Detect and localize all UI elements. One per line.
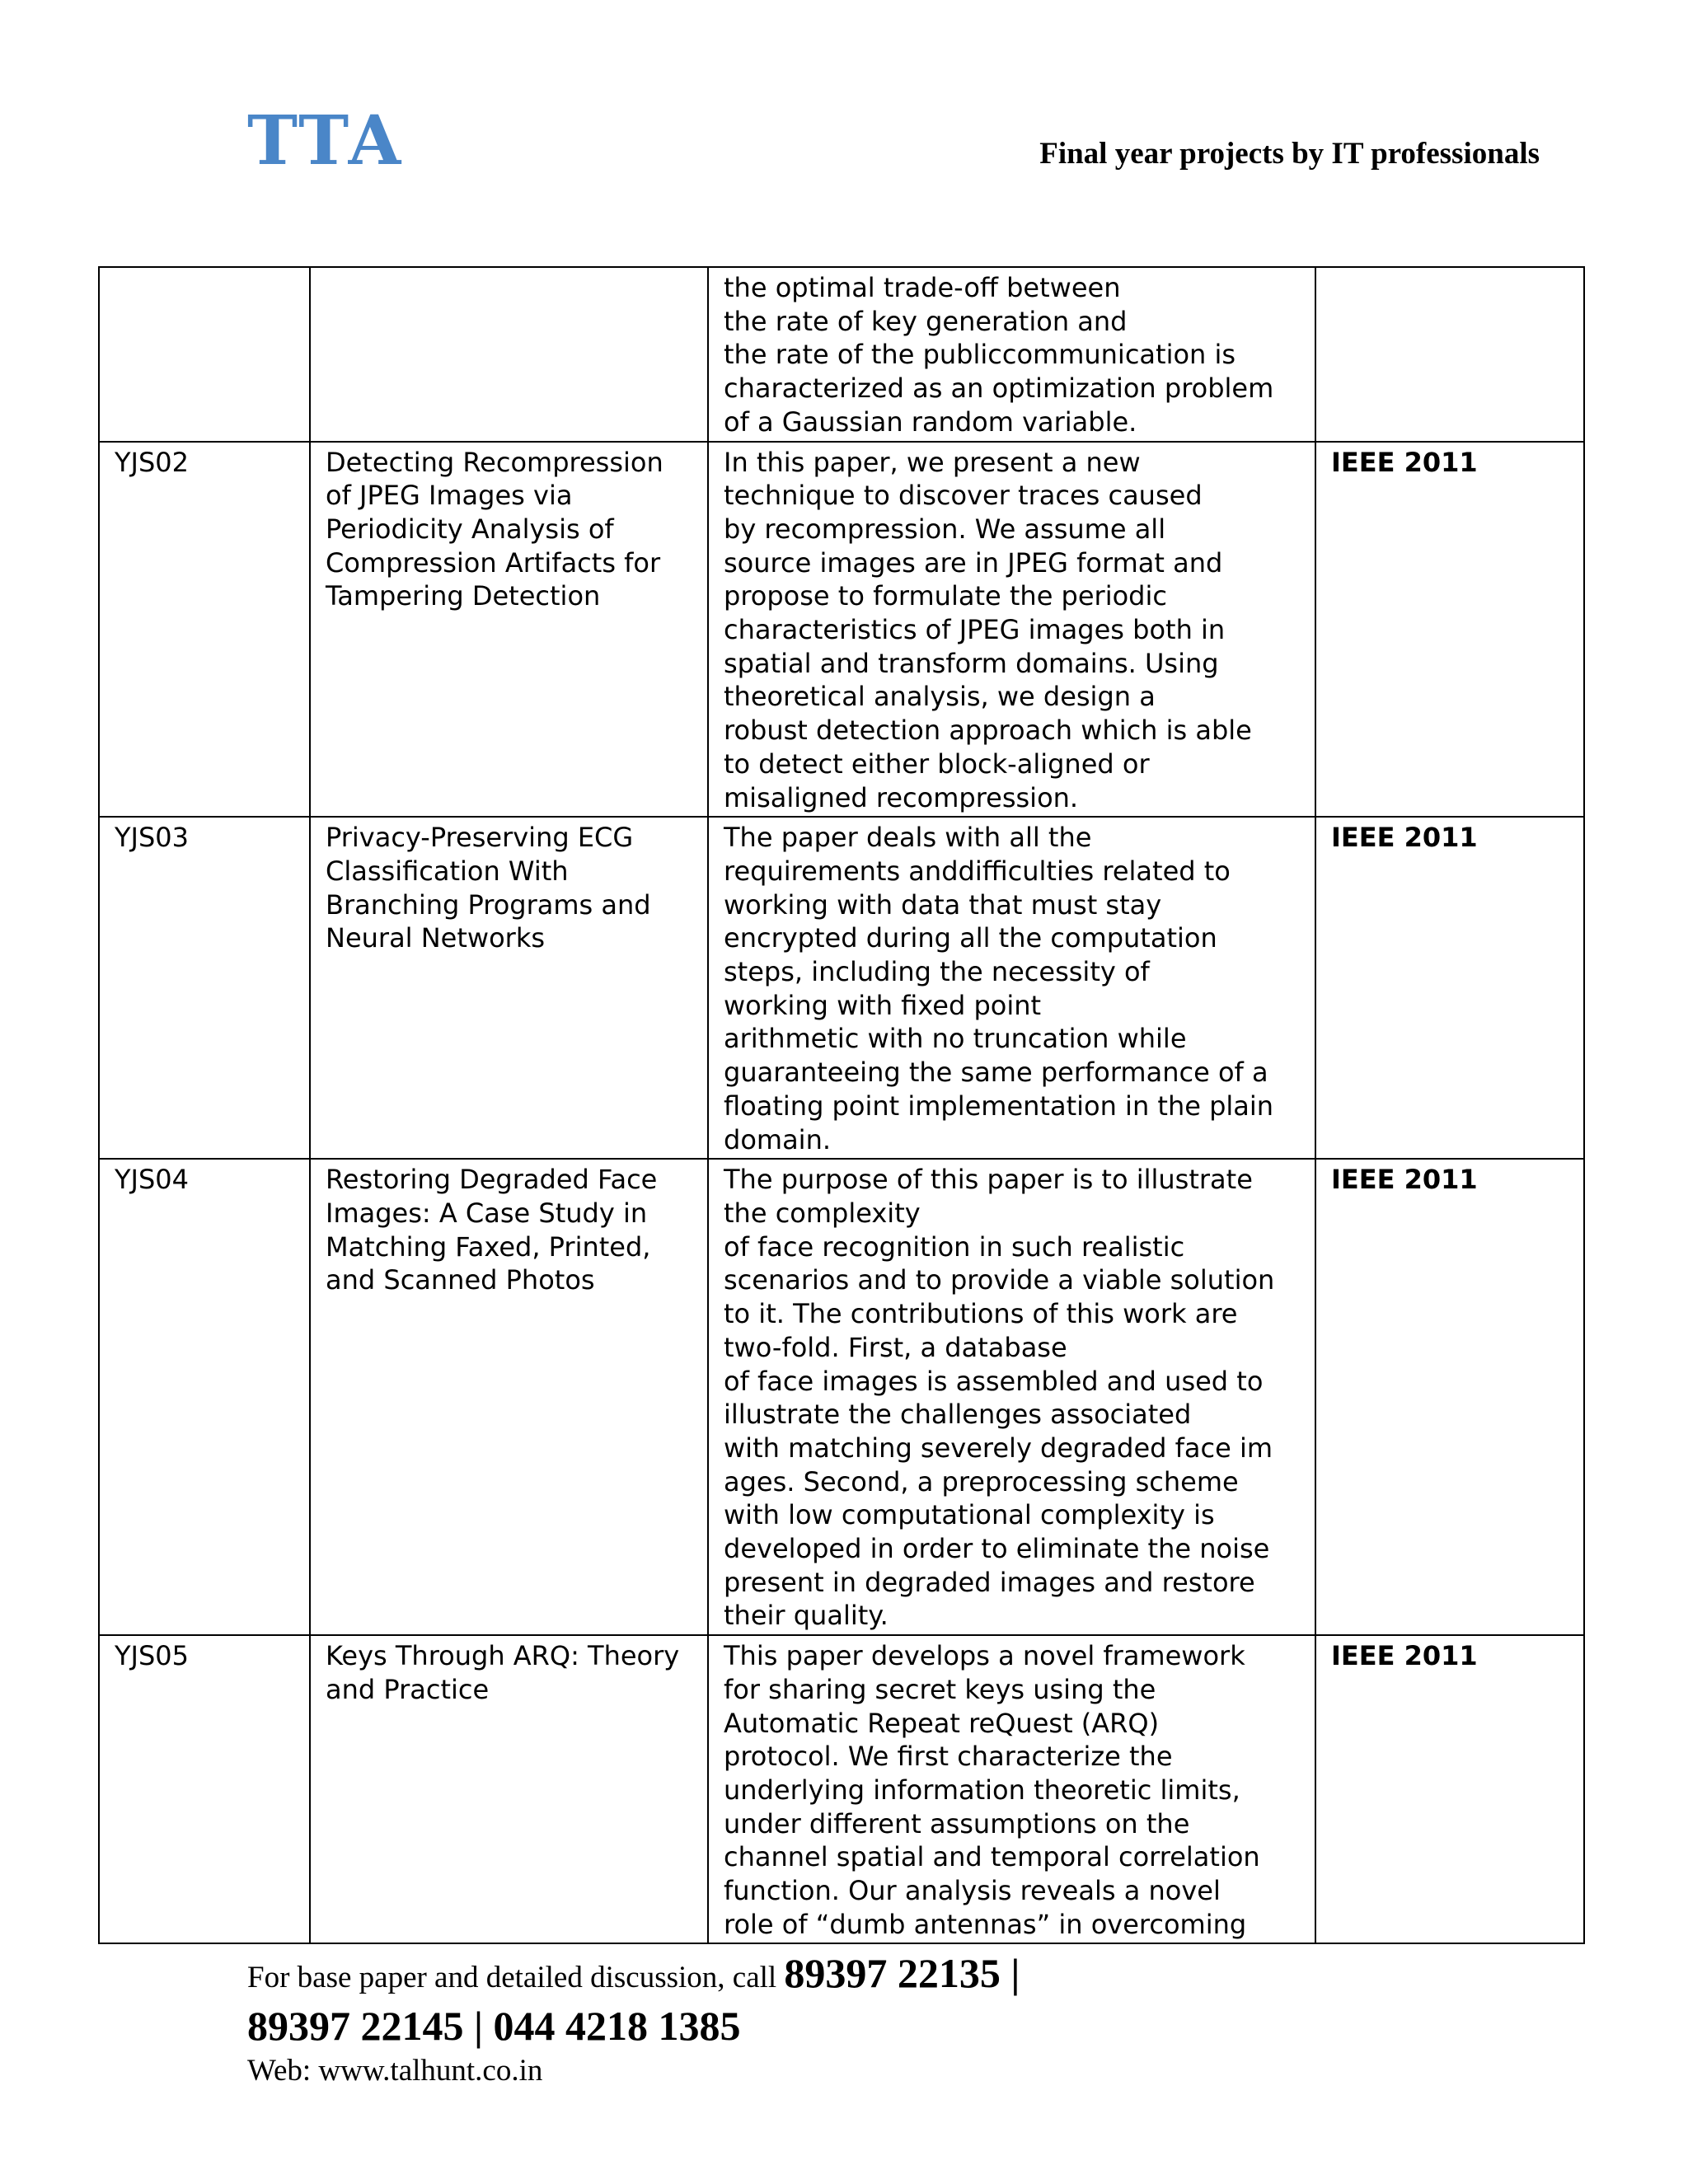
table-row (99, 1159, 1584, 1635)
contact-footer (247, 1949, 1020, 2093)
project-year: IEEE 2011 (1315, 817, 1584, 1159)
project-title: Detecting Recompression of JPEG Images via Periodicity Analysis of Compression Artifacts for Tampering Detection (310, 442, 708, 818)
projects-table (98, 266, 1585, 1944)
project-description: The purpose of this paper is to illustrate the complexity of face recognition in such realistic scenarios and to provide a viable solution to it. The contributions of this work are two-fold. First, a database of face images is assembled and used to illustrate the challenges associated with matching severely degraded face im ages. Second, a preprocessing scheme with low computational complexity is developed in order to eliminate the noise present in degraded images and restore their quality. (708, 1159, 1315, 1635)
project-description: In this paper, we present a new technique to discover traces caused by recompression. We assume all source images are in JPEG format and propose to formulate the periodic characteristics of JPEG images both in spatial and transform domains. Using theoretical analysis, we design a robust detection approach which is able to detect either block-aligned or misaligned recompression. (708, 442, 1315, 818)
project-year: IEEE 2011 (1315, 442, 1584, 818)
table-row (99, 1635, 1584, 1943)
contact-line (247, 1949, 1020, 2002)
project-year (1315, 267, 1584, 442)
page-tagline: Final year projects by IT professionals (1039, 137, 1540, 171)
project-description: This paper develops a novel framework for sharing secret keys using the Automatic Repeat reQuest (ARQ) protocol. We first characterize the underlying information theoretic limits, under different assumptions on the channel spatial and temporal correlation function. Our analysis reveals a novel role of “dumb antennas” in overcoming (708, 1635, 1315, 1943)
logo: TTA (247, 101, 405, 180)
phone-numbers: 89397 22145 | 044 4218 1385 (247, 2003, 741, 2049)
contact-text: For base paper and detailed discussion, call (247, 1961, 785, 1994)
project-title: Keys Through ARQ: Theory and Practice (310, 1635, 708, 1943)
project-year: IEEE 2011 (1315, 1635, 1584, 1943)
project-code: YJS02 (99, 442, 310, 818)
table-row (99, 442, 1584, 818)
table-row (99, 817, 1584, 1159)
table-row (99, 267, 1584, 442)
project-description: the optimal trade-off between the rate of key generation and the rate of the publiccommunication is characterized as an optimization problem of a Gaussian random variable. (708, 267, 1315, 442)
project-title: Privacy-Preserving ECG Classification With Branching Programs and Neural Networks (310, 817, 708, 1159)
project-code (99, 267, 310, 442)
project-code: YJS03 (99, 817, 310, 1159)
project-code: YJS04 (99, 1159, 310, 1635)
project-year: IEEE 2011 (1315, 1159, 1584, 1635)
project-description: The paper deals with all the requirements anddifficulties related to working with data that must stay encrypted during all the computation steps, including the necessity of working with fixed point arithmetic with no truncation while guaranteeing the same performance of a floating point implementation in the plain domain. (708, 817, 1315, 1159)
project-title: Restoring Degraded Face Images: A Case Study in Matching Faxed, Printed, and Scanned Photos (310, 1159, 708, 1635)
phone-number: 89397 22135 | (784, 1950, 1020, 1996)
website-line: Web: www.talhunt.co.in (247, 2054, 543, 2088)
project-code: YJS05 (99, 1635, 310, 1943)
project-title (310, 267, 708, 442)
